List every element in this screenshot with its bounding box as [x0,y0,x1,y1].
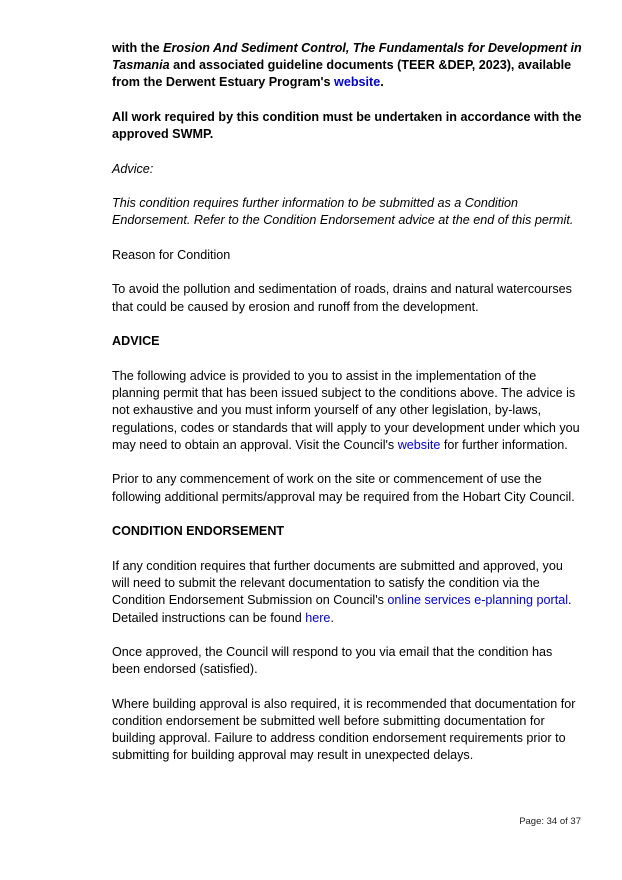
council-website-link[interactable]: website [397,437,441,452]
page-number: Page: 34 of 37 [519,816,581,827]
swmp-requirement: All work required by this condition must be undertaken in accordance with the approved SWMP. [112,109,582,142]
swmp-paragraph: with the Erosion And Sediment Control, The Fundamentals for Development in Tasmania and associated guideline documents (TEER &DEP, 2023), available from the Derwent Estuary Program's website. [112,41,582,90]
advice-label: Advice: [112,161,154,176]
advice-text: This condition requires further information to be submitted as a Condition Endorsement. Refer to the Condition Endorsement advice at the end of this permit. [112,196,574,228]
building-approval-paragraph: Where building approval is also required, it is recommended that documentation for condition endorsement be submitted well before submitting documentation for building approval. Failure to address condition endorsement requirements prior to submitting for building approval may result in unexpected delays. [112,696,576,763]
derwent-website-link[interactable]: website [334,75,381,90]
approval-paragraph: Once approved, the Council will respond to you via email that the condition has been endorsed (satisfied). [112,645,553,677]
advice-paragraph: The following advice is provided to you to assist in the implementation of the planning permit that has been issued subject to the conditions above. The advice is not exhaustive and you must inform yourself of any other legislation, by-laws, regulations, codes or standards that will apply to your development under which you may need to obtain an approval. Visit the Council's website for further information. [112,369,580,452]
document-body [112,40,582,765]
e-planning-portal-link[interactable]: online services e-planning portal [387,593,569,608]
reason-label: Reason for Condition [112,247,231,262]
reason-text: To avoid the pollution and sedimentation of roads, drains and natural watercourses that could be caused by erosion and runoff from the development. [112,282,572,314]
instructions-here-link[interactable]: here [305,610,331,625]
permits-paragraph: Prior to any commencement of work on the site or commencement of use the following additional permits/approval may be required from the Hobart City Council. [112,472,575,504]
endorsement-paragraph: If any condition requires that further documents are submitted and approved, you will need to submit the relevant documentation to satisfy the condition via the Condition Endorsement Submission on Council's online services e-planning portal. Detailed instructions can be found here. [112,559,572,625]
guideline-title: Erosion And Sediment Control, The Fundamentals for Development in Tasmania [112,41,582,73]
advice-heading: ADVICE [112,334,160,349]
condition-endorsement-heading: CONDITION ENDORSEMENT [112,524,285,539]
